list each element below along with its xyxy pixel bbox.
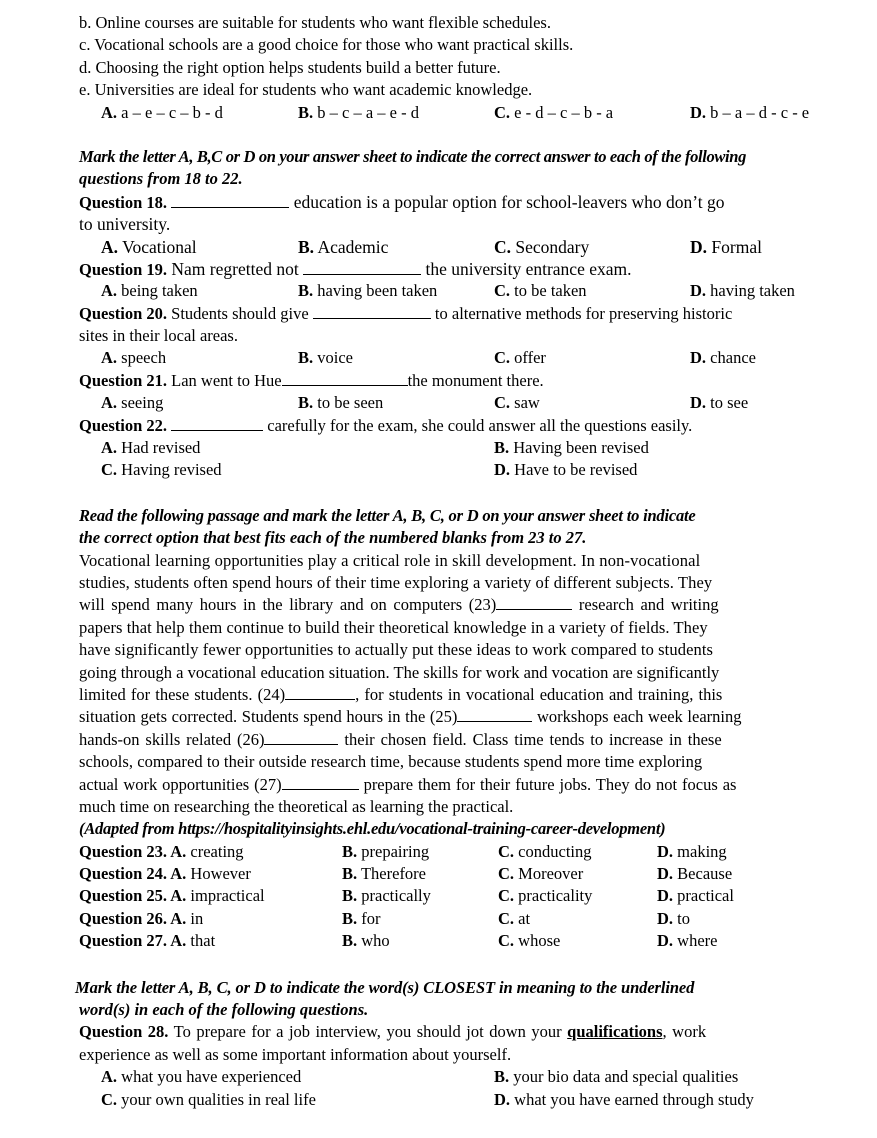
passage-text: research and writing xyxy=(572,595,719,615)
q28-option-c[interactable] xyxy=(101,1089,316,1111)
q20-option-c[interactable] xyxy=(494,347,546,369)
option-text: to see xyxy=(710,393,749,413)
passage-line: much time on researching the theoretical as learning the practical. xyxy=(79,796,514,816)
option-letter: C. xyxy=(498,841,515,861)
q20-stem-line2: sites in their local areas. xyxy=(79,326,238,346)
q26-option-c[interactable] xyxy=(498,908,530,930)
blank-24 xyxy=(285,685,355,700)
question-label: Question 24. xyxy=(79,864,171,884)
passage-line: have significantly fewer opportunities to actually put these ideas to work compared to students xyxy=(79,640,714,660)
option-text: making xyxy=(677,841,727,861)
q22-text-after: carefully for the exam, she could answer all the questions easily. xyxy=(263,415,693,435)
option-letter: B. xyxy=(494,1067,510,1087)
passage-line xyxy=(79,774,845,796)
option-letter: A. xyxy=(101,438,118,458)
option-text: seeing xyxy=(121,393,164,413)
option-letter: C. xyxy=(498,886,515,906)
option-text: b – c – a – e - d xyxy=(317,102,419,122)
option-letter: D. xyxy=(657,841,674,861)
q20-option-b[interactable] xyxy=(298,347,353,369)
q20-options xyxy=(79,347,845,369)
q20-stem xyxy=(79,303,845,325)
passage-text: will spend many hours in the library and on computers (23) xyxy=(79,595,497,615)
q25-option-c[interactable] xyxy=(498,885,592,907)
option-letter: A. xyxy=(101,281,118,301)
passage-text: prepare them for their future jobs. They do not focus as xyxy=(358,774,737,794)
option-letter: A. xyxy=(101,1067,118,1087)
option-text: creating xyxy=(190,841,244,861)
option-text: in xyxy=(190,908,204,928)
q23-option-a[interactable] xyxy=(79,841,244,863)
q28-text-before: To prepare for a job interview, you should jot down your xyxy=(168,1022,568,1042)
option-text: what you have earned through study xyxy=(514,1089,754,1109)
q17-option-b[interactable] xyxy=(298,102,419,124)
q26-option-d[interactable] xyxy=(657,908,690,930)
q28-stem-line2: experience as well as some important information about yourself. xyxy=(79,1044,512,1064)
option-letter: B. xyxy=(298,393,314,413)
section1-instruction-line1: Mark the letter A, B,C or D on your answer sheet to indicate the correct answer to each of the following xyxy=(79,146,747,166)
option-text: your own qualities in real life xyxy=(121,1089,316,1109)
q24-option-a[interactable] xyxy=(79,863,251,885)
q20-text-before: Students should give xyxy=(167,303,313,323)
option-text: prepairing xyxy=(361,841,430,861)
q21-option-d[interactable] xyxy=(690,392,748,414)
passage xyxy=(79,550,845,841)
q18-stem xyxy=(79,191,845,213)
option-letter: B. xyxy=(494,438,510,458)
option-text: chance xyxy=(710,348,756,368)
option-text: practical xyxy=(677,886,734,906)
passage-text: workshops each week learning xyxy=(532,707,742,727)
option-letter: C. xyxy=(101,460,118,480)
option-text: Having been revised xyxy=(513,438,649,458)
q24-option-d[interactable] xyxy=(657,863,732,885)
q17-item-e: e. Universities are ideal for students who want academic knowledge. xyxy=(79,80,533,100)
option-letter: C. xyxy=(498,864,515,884)
q28-option-b[interactable] xyxy=(494,1066,738,1088)
option-letter: D. xyxy=(690,236,708,257)
option-text: your bio data and special qualities xyxy=(513,1067,739,1087)
q21-option-c[interactable] xyxy=(494,392,540,414)
option-letter: C. xyxy=(494,348,511,368)
q19-option-a[interactable] xyxy=(101,280,198,302)
q18-option-a[interactable] xyxy=(101,236,197,258)
q17-item-d: d. Choosing the right option helps students build a better future. xyxy=(79,57,501,77)
option-text: being taken xyxy=(121,281,198,301)
passage-line xyxy=(79,706,845,728)
question-label: Question 27. xyxy=(79,931,171,951)
option-letter: D. xyxy=(657,886,674,906)
question-label: Question 23. xyxy=(79,841,171,861)
q25-option-d[interactable] xyxy=(657,885,734,907)
q18-option-d[interactable] xyxy=(690,236,762,258)
option-text: Moreover xyxy=(518,864,584,884)
q17-item-c: c. Vocational schools are a good choice for those who want practical skills. xyxy=(79,35,574,55)
option-text: to be taken xyxy=(514,281,587,301)
option-text: However xyxy=(190,864,251,884)
q27-option-b[interactable] xyxy=(342,930,390,952)
passage-text: actual work opportunities (27) xyxy=(79,774,282,794)
q28-label: Question 28. xyxy=(79,1022,169,1042)
q28-option-a[interactable] xyxy=(101,1066,301,1088)
passage-text: hands-on skills related (26) xyxy=(79,729,265,749)
q18-text: education is a popular option for school-leavers who don’t go xyxy=(289,191,725,212)
q21-option-b[interactable] xyxy=(298,392,383,414)
passage-source: (Adapted from https://hospitalityinsights.ehl.edu/vocational-training-career-development) xyxy=(79,819,666,839)
option-text: for xyxy=(361,908,381,928)
q21-label: Question 21. xyxy=(79,370,168,390)
q19-label: Question 19. xyxy=(79,259,168,279)
option-text: b – a – d - c - e xyxy=(710,102,810,122)
option-text: saw xyxy=(514,393,540,413)
q20-text-after: to alternative methods for preserving historic xyxy=(430,303,733,323)
option-letter: B. xyxy=(342,864,358,884)
option-text: voice xyxy=(317,348,353,368)
option-text: offer xyxy=(514,348,546,368)
section3-instruction-line2: word(s) in each of the following questions. xyxy=(79,1000,369,1020)
option-letter: D. xyxy=(690,393,707,413)
passage-line xyxy=(79,594,845,616)
q20-option-d[interactable] xyxy=(690,347,756,369)
option-letter: D. xyxy=(494,1089,511,1109)
option-text: whose xyxy=(518,931,561,951)
q22-option-a[interactable] xyxy=(101,437,200,459)
section2-instruction-line2: the correct option that best fits each of the numbered blanks from 23 to 27. xyxy=(79,528,587,548)
passage-text: situation gets corrected. Students spend hours in the (25) xyxy=(79,707,458,727)
passage-text: their chosen field. Class time tends to increase in these xyxy=(338,729,722,749)
option-text: a – e – c – b - d xyxy=(121,102,223,122)
q20-blank xyxy=(313,304,431,319)
option-letter: A. xyxy=(170,864,187,884)
q23-option-c[interactable] xyxy=(498,841,592,863)
q28-option-d[interactable] xyxy=(494,1089,754,1111)
option-text: Because xyxy=(677,864,733,884)
q25-option-b[interactable] xyxy=(342,885,431,907)
q27-row xyxy=(79,930,845,952)
q19-option-c[interactable] xyxy=(494,280,587,302)
passage-text: limited for these students. (24) xyxy=(79,684,286,704)
passage-line xyxy=(79,729,845,751)
q26-row xyxy=(79,908,845,930)
q22-options-row1 xyxy=(79,437,845,459)
blank-23 xyxy=(496,595,572,610)
q20-label: Question 20. xyxy=(79,303,168,323)
option-text: having taken xyxy=(710,281,795,301)
option-text: Secondary xyxy=(515,236,590,257)
q18-options xyxy=(79,236,845,258)
passage-line: schools, compared to their outside research time, because students spend more time exploring xyxy=(79,752,703,772)
option-letter: A. xyxy=(170,841,187,861)
q23-option-d[interactable] xyxy=(657,841,727,863)
q19-option-b[interactable] xyxy=(298,280,437,302)
option-letter: C. xyxy=(494,281,511,301)
q26-option-a[interactable] xyxy=(79,908,203,930)
q26-option-b[interactable] xyxy=(342,908,381,930)
option-letter: B. xyxy=(342,931,358,951)
option-letter: B. xyxy=(298,236,315,257)
option-text: speech xyxy=(121,348,167,368)
q23-option-b[interactable] xyxy=(342,841,429,863)
option-text: who xyxy=(361,931,390,951)
q24-option-c[interactable] xyxy=(498,863,583,885)
option-text: that xyxy=(190,931,216,951)
q17-option-a[interactable] xyxy=(101,102,223,124)
option-letter: D. xyxy=(494,460,511,480)
option-letter: A. xyxy=(101,393,118,413)
q24-row xyxy=(79,863,845,885)
q18-blank xyxy=(171,193,289,208)
q21-text-before: Lan went to Hue xyxy=(167,370,282,390)
option-text: having been taken xyxy=(317,281,438,301)
option-letter: A. xyxy=(101,102,118,122)
passage-line xyxy=(79,684,845,706)
q22-option-b[interactable] xyxy=(494,437,649,459)
q28-underlined-word: qualifications xyxy=(567,1022,663,1042)
option-text: what you have experienced xyxy=(121,1067,302,1087)
q17-option-c[interactable] xyxy=(494,102,613,124)
option-letter: B. xyxy=(342,908,358,928)
option-letter: A. xyxy=(170,886,187,906)
option-letter: D. xyxy=(690,348,707,368)
option-text: where xyxy=(677,931,718,951)
option-letter: C. xyxy=(498,931,515,951)
blank-25 xyxy=(457,707,532,722)
option-letter: D. xyxy=(690,281,707,301)
blank-27 xyxy=(282,775,359,790)
q27-option-a[interactable] xyxy=(79,930,215,952)
option-text: Have to be revised xyxy=(514,460,638,480)
q21-text-after: the monument there. xyxy=(407,370,544,390)
q17-option-d[interactable] xyxy=(690,102,809,124)
q19-options xyxy=(79,280,845,302)
q21-option-a[interactable] xyxy=(101,392,163,414)
q25-option-a[interactable] xyxy=(79,885,265,907)
option-letter: D. xyxy=(657,908,674,928)
q25-row xyxy=(79,885,845,907)
option-letter: D. xyxy=(657,864,674,884)
option-text: Therefore xyxy=(360,864,427,884)
option-text: to be seen xyxy=(317,393,384,413)
option-text: Academic xyxy=(317,236,389,257)
option-text: Having revised xyxy=(121,460,222,480)
passage-line: Vocational learning opportunities play a critical role in skill development. In non-vocational xyxy=(79,550,701,570)
option-letter: C. xyxy=(498,908,515,928)
option-letter: B. xyxy=(298,281,314,301)
q27-option-c[interactable] xyxy=(498,930,560,952)
passage-text: , for students in vocational education and training, this xyxy=(355,684,723,704)
q28-stem xyxy=(79,1021,845,1043)
option-letter: B. xyxy=(342,886,358,906)
q22-label: Question 22. xyxy=(79,415,168,435)
option-letter: C. xyxy=(494,393,511,413)
question-label: Question 25. xyxy=(79,886,171,906)
q19-blank xyxy=(303,260,421,275)
q22-option-c[interactable] xyxy=(101,459,222,481)
option-letter: A. xyxy=(101,348,118,368)
option-text: practically xyxy=(361,886,431,906)
option-letter: B. xyxy=(298,102,314,122)
q22-options-row2 xyxy=(79,459,845,481)
option-text: Had revised xyxy=(121,438,201,458)
option-text: to xyxy=(677,908,691,928)
q22-blank xyxy=(171,416,263,431)
option-letter: A. xyxy=(170,931,187,951)
section3-instruction-line1: Mark the letter A, B, C, or D to indicate the word(s) CLOSEST in meaning to the underlined xyxy=(75,977,695,997)
q20-option-a[interactable] xyxy=(101,347,166,369)
q24-option-b[interactable] xyxy=(342,863,426,885)
option-letter: C. xyxy=(494,102,511,122)
q18-option-b[interactable] xyxy=(298,236,388,258)
q22-option-d[interactable] xyxy=(494,459,637,481)
blank-26 xyxy=(264,730,338,745)
option-text: practicality xyxy=(518,886,593,906)
q23-row xyxy=(79,841,845,863)
option-letter: A. xyxy=(170,908,187,928)
q21-stem xyxy=(79,370,845,392)
option-text: Vocational xyxy=(122,236,197,257)
q19-text-after: the university entrance exam. xyxy=(421,258,632,279)
q19-option-d[interactable] xyxy=(690,280,795,302)
passage-line: studies, students often spend hours of their time exploring a variety of different subjects. They xyxy=(79,572,713,592)
q19-stem xyxy=(79,258,845,280)
option-text: at xyxy=(518,908,531,928)
q27-option-d[interactable] xyxy=(657,930,717,952)
option-letter: A. xyxy=(101,236,119,257)
q19-text-before: Nam regretted not xyxy=(167,258,304,279)
exam-page xyxy=(75,12,845,1111)
q17-item-b: b. Online courses are suitable for students who want flexible schedules. xyxy=(79,13,551,32)
section2-instruction-line1: Read the following passage and mark the letter A, B, C, or D on your answer sheet to indicate xyxy=(79,505,696,525)
q28-options-row1 xyxy=(79,1066,845,1088)
passage-line: going through a vocational education situation. The skills for work and vocation are significantly xyxy=(79,662,720,682)
q18-label: Question 18. xyxy=(79,192,168,212)
option-text: impractical xyxy=(190,886,265,906)
option-letter: D. xyxy=(690,102,707,122)
q22-stem xyxy=(79,415,845,437)
question-label: Question 26. xyxy=(79,908,171,928)
option-text: conducting xyxy=(518,841,592,861)
option-letter: C. xyxy=(494,236,512,257)
q21-options xyxy=(79,392,845,414)
option-letter: B. xyxy=(342,841,358,861)
option-text: Formal xyxy=(711,236,762,257)
q17-options xyxy=(79,102,845,124)
option-text: e - d – c – b - a xyxy=(514,102,614,122)
option-letter: C. xyxy=(101,1089,118,1109)
option-letter: D. xyxy=(657,931,674,951)
q18-stem-line2: to university. xyxy=(79,214,171,235)
section1-instruction-line2: questions from 18 to 22. xyxy=(79,169,243,189)
q28-options-row2 xyxy=(79,1089,845,1111)
q18-option-c[interactable] xyxy=(494,236,589,258)
option-letter: B. xyxy=(298,348,314,368)
q21-blank xyxy=(282,371,408,386)
q28-text-after: , work xyxy=(662,1022,707,1042)
passage-line: papers that help them continue to build their theoretical knowledge in a variety of fields. They xyxy=(79,617,708,637)
